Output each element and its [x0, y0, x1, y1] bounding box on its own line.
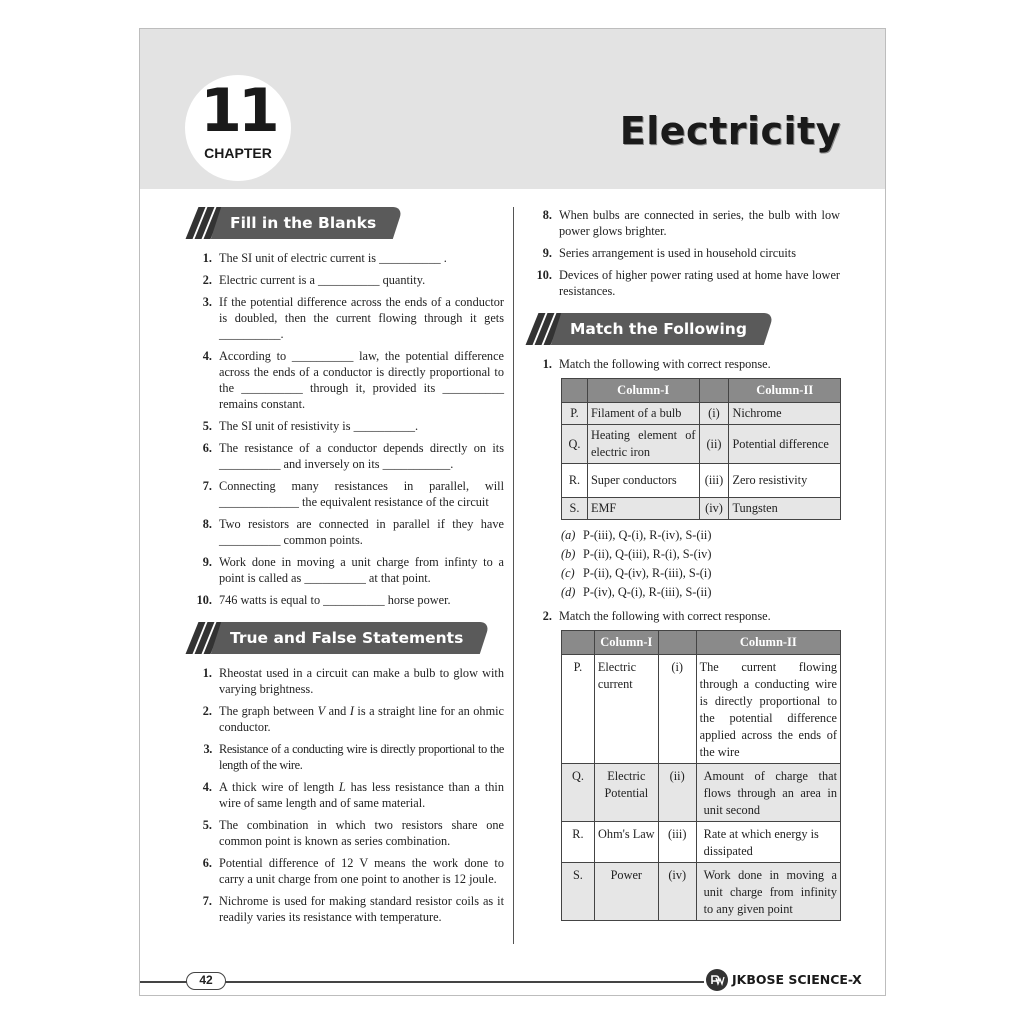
option-item: (c) P-(ii), Q-(iv), R-(iii), S-(i) [561, 566, 712, 580]
option-item: (d) P-(iv), Q-(i), R-(iii), S-(ii) [561, 585, 712, 599]
list-item: 1. Rheostat used in a circuit can make a bulb to glow with varying brightness. [202, 666, 504, 696]
list-item: 10. 746 watts is equal to __________ horse power. [196, 593, 451, 607]
true-false-list-continued [526, 207, 840, 299]
match-q1 [526, 356, 840, 372]
list-item: 2. The graph between V and I is a straight line for an ohmic conductor. [202, 704, 505, 734]
match-q1-options [561, 526, 840, 602]
true-false-list [186, 665, 504, 925]
list-item: 6. The resistance of a conductor depends directly on its __________ and inversely on its ___________. [202, 441, 504, 471]
match-table-2 [561, 630, 841, 921]
list-item: 7. Nichrome is used for making standard resistor coils as it readily varies its resistance with temperature. [202, 894, 504, 924]
list-item: 10. Devices of higher power rating used at home have lower resistances. [536, 268, 840, 298]
column-header: Column-I [594, 631, 658, 655]
pw-logo-icon [706, 969, 728, 991]
list-item: 2. Match the following with correct response. [542, 609, 771, 623]
table-row: S. Power (iv) Work done in moving a unit charge from infinity to any given point [562, 863, 841, 921]
page-footer [140, 969, 886, 995]
list-item: 7. Connecting many resistances in parallel, will _____________ the equivalent resistance of the circuit [202, 479, 504, 509]
match-header [526, 313, 840, 346]
book-page [139, 28, 886, 996]
chapter-badge [185, 75, 291, 181]
page-number: 42 [186, 972, 226, 990]
column-header: Column-II [729, 379, 841, 403]
chapter-label: CHAPTER [204, 145, 272, 161]
left-column [186, 207, 504, 931]
list-item: 2. Electric current is a __________ quantity. [202, 273, 426, 287]
fill-blanks-header [186, 207, 504, 240]
column-divider [513, 207, 514, 944]
list-item: 1. Match the following with correct response. [542, 357, 771, 371]
chapter-banner [140, 29, 886, 189]
true-false-header [186, 622, 504, 655]
list-item: 8. When bulbs are connected in series, the bulb with low power glows brighter. [542, 208, 840, 238]
fill-blanks-list [186, 250, 504, 608]
brand-name: JKBOSE SCIENCE-X [732, 972, 862, 987]
chapter-title: Electricity [619, 109, 841, 153]
list-item: 3. Resistance of a conducting wire is directly proportional to the length of the wire. [203, 742, 504, 772]
option-item: (a) P-(iii), Q-(i), R-(iv), S-(ii) [561, 528, 712, 542]
list-item: 3. If the potential difference across the ends of a conductor is doubled, then the current flowing through it gets __________. [202, 295, 504, 341]
list-item: 4. A thick wire of length L has less resistance than a thin wire of same length and of same material. [202, 780, 504, 810]
list-item: 1. The SI unit of electric current is __________ . [202, 251, 447, 265]
right-column [526, 207, 840, 921]
section-title: Fill in the Blanks [230, 214, 377, 232]
table-row: S. EMF (iv) Tungsten [562, 498, 841, 520]
table-row: R. Ohm's Law (iii) Rate at which energy is dissipated [562, 822, 841, 863]
column-header: Column-II [696, 631, 840, 655]
list-item: 5. The SI unit of resistivity is __________. [202, 419, 419, 433]
list-item: 4. According to __________ law, the potential difference across the ends of a conductor is directly proportional to the __________ through it, provided its __________ remains constant. [202, 349, 504, 411]
list-item: 6. Potential difference of 12 V means the work done to carry a unit charge from one point to another is 12 joule. [202, 856, 504, 886]
table-row: R. Super conductors (iii) Zero resistivity [562, 464, 841, 498]
chapter-number: 11 [200, 76, 276, 146]
list-item: 8. Two resistors are connected in parallel if they have __________ common points. [202, 517, 504, 547]
match-table-1 [561, 378, 841, 520]
section-title: True and False Statements [230, 629, 464, 647]
table-row: Q. Heating element of electric iron (ii) Potential difference [562, 425, 841, 464]
column-header: Column-I [587, 379, 699, 403]
section-title: Match the Following [570, 320, 747, 338]
table-row: Q. Electric Potential (ii) Amount of charge that flows through an area in unit second [562, 764, 841, 822]
list-item: 5. The combination in which two resistors share one common point is known as series combination. [202, 818, 504, 848]
list-item: 9. Series arrangement is used in household circuits [542, 246, 796, 260]
list-item: 9. Work done in moving a unit charge from infinty to a point is called as __________ at that point. [202, 555, 504, 585]
match-q2 [526, 608, 840, 624]
option-item: (b) P-(ii), Q-(iii), R-(i), S-(iv) [561, 547, 712, 561]
table-row: P. Electric current (i) The current flowing through a conducting wire is directly proportional to the potential difference applied across the ends of the wire [562, 655, 841, 764]
table-row: P. Filament of a bulb (i) Nichrome [562, 403, 841, 425]
